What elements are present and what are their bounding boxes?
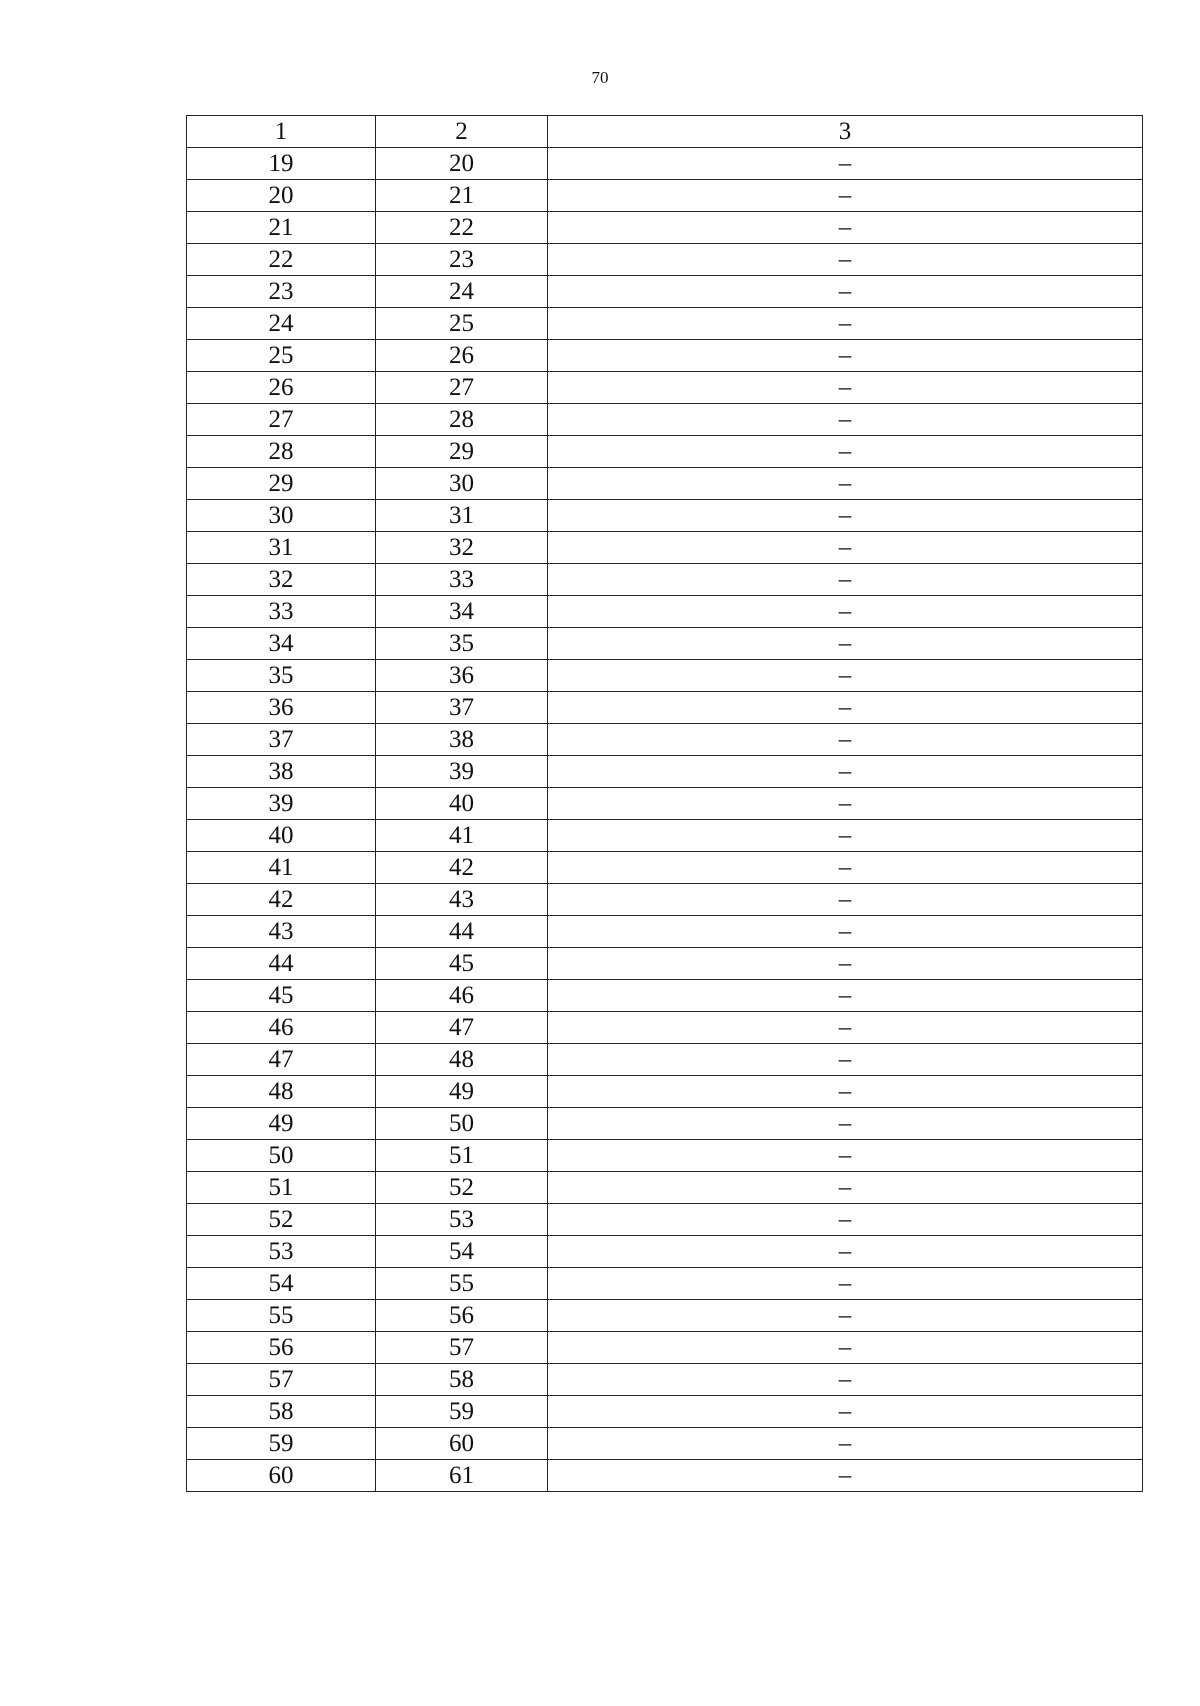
table-cell-col-1: 26 — [187, 372, 376, 404]
table-cell-col-1: 54 — [187, 1268, 376, 1300]
table-row — [187, 1140, 1143, 1172]
table-row — [187, 884, 1143, 916]
table-cell-col-1: 53 — [187, 1236, 376, 1268]
table-cell-col-3: – — [548, 1300, 1143, 1332]
table-row — [187, 628, 1143, 660]
table-cell-col-2: 54 — [376, 1236, 548, 1268]
table-cell-col-3: – — [548, 1396, 1143, 1428]
data-table — [186, 115, 1143, 1492]
table-row — [187, 1268, 1143, 1300]
table-cell-col-2: 34 — [376, 596, 548, 628]
table-cell-col-1: 47 — [187, 1044, 376, 1076]
table-row — [187, 660, 1143, 692]
table-cell-col-2: 57 — [376, 1332, 548, 1364]
table-row — [187, 1012, 1143, 1044]
table-cell-col-3: – — [548, 532, 1143, 564]
table-cell-col-1: 52 — [187, 1204, 376, 1236]
table-cell-col-2: 20 — [376, 148, 548, 180]
table-cell-col-2: 22 — [376, 212, 548, 244]
table-cell-col-2: 42 — [376, 852, 548, 884]
table-cell-col-2: 25 — [376, 308, 548, 340]
table-cell-col-1: 49 — [187, 1108, 376, 1140]
table-cell-col-1: 41 — [187, 852, 376, 884]
table-row — [187, 180, 1143, 212]
table-cell-col-1: 44 — [187, 948, 376, 980]
column-header-3: 3 — [548, 116, 1143, 148]
table-cell-col-3: – — [548, 372, 1143, 404]
table-cell-col-3: – — [548, 1428, 1143, 1460]
table-cell-col-1: 39 — [187, 788, 376, 820]
table-cell-col-2: 44 — [376, 916, 548, 948]
table-cell-col-3: – — [548, 884, 1143, 916]
table-cell-col-3: – — [548, 1108, 1143, 1140]
table-cell-col-3: – — [548, 820, 1143, 852]
table-cell-col-1: 29 — [187, 468, 376, 500]
table-cell-col-1: 42 — [187, 884, 376, 916]
table-row — [187, 980, 1143, 1012]
table-header-row — [187, 116, 1143, 148]
table-cell-col-1: 34 — [187, 628, 376, 660]
table-cell-col-1: 21 — [187, 212, 376, 244]
table-row — [187, 948, 1143, 980]
table-cell-col-3: – — [548, 852, 1143, 884]
table-cell-col-2: 36 — [376, 660, 548, 692]
table-cell-col-3: – — [548, 1460, 1143, 1492]
table-cell-col-3: – — [548, 404, 1143, 436]
table-cell-col-2: 39 — [376, 756, 548, 788]
table-cell-col-1: 51 — [187, 1172, 376, 1204]
table-cell-col-2: 37 — [376, 692, 548, 724]
table-cell-col-1: 35 — [187, 660, 376, 692]
table-cell-col-2: 23 — [376, 244, 548, 276]
table-cell-col-1: 31 — [187, 532, 376, 564]
table-cell-col-2: 21 — [376, 180, 548, 212]
table-cell-col-3: – — [548, 980, 1143, 1012]
table-row — [187, 372, 1143, 404]
table-cell-col-3: – — [548, 1012, 1143, 1044]
table-row — [187, 1396, 1143, 1428]
table-cell-col-3: – — [548, 1076, 1143, 1108]
table-row — [187, 1204, 1143, 1236]
data-table-container — [186, 115, 1142, 1492]
table-cell-col-2: 52 — [376, 1172, 548, 1204]
table-row — [187, 1108, 1143, 1140]
table-row — [187, 404, 1143, 436]
table-cell-col-2: 49 — [376, 1076, 548, 1108]
table-cell-col-3: – — [548, 1044, 1143, 1076]
table-cell-col-3: – — [548, 308, 1143, 340]
table-row — [187, 724, 1143, 756]
table-cell-col-1: 24 — [187, 308, 376, 340]
table-cell-col-3: – — [548, 1172, 1143, 1204]
table-cell-col-1: 48 — [187, 1076, 376, 1108]
table-row — [187, 1332, 1143, 1364]
table-row — [187, 244, 1143, 276]
table-cell-col-2: 43 — [376, 884, 548, 916]
table-cell-col-2: 60 — [376, 1428, 548, 1460]
table-cell-col-1: 40 — [187, 820, 376, 852]
table-row — [187, 276, 1143, 308]
table-cell-col-1: 25 — [187, 340, 376, 372]
table-cell-col-1: 20 — [187, 180, 376, 212]
table-cell-col-1: 23 — [187, 276, 376, 308]
table-cell-col-2: 33 — [376, 564, 548, 596]
table-cell-col-1: 19 — [187, 148, 376, 180]
table-cell-col-2: 31 — [376, 500, 548, 532]
table-cell-col-2: 38 — [376, 724, 548, 756]
table-cell-col-1: 50 — [187, 1140, 376, 1172]
table-body — [187, 148, 1143, 1492]
table-row — [187, 852, 1143, 884]
column-header-2: 2 — [376, 116, 548, 148]
table-row — [187, 916, 1143, 948]
table-cell-col-1: 27 — [187, 404, 376, 436]
table-cell-col-2: 53 — [376, 1204, 548, 1236]
table-cell-col-2: 51 — [376, 1140, 548, 1172]
table-cell-col-1: 28 — [187, 436, 376, 468]
table-cell-col-2: 50 — [376, 1108, 548, 1140]
table-row — [187, 756, 1143, 788]
table-row — [187, 148, 1143, 180]
page-number: 70 — [591, 68, 609, 87]
table-cell-col-1: 57 — [187, 1364, 376, 1396]
table-cell-col-3: – — [548, 212, 1143, 244]
column-header-1: 1 — [187, 116, 376, 148]
table-cell-col-3: – — [548, 692, 1143, 724]
table-cell-col-3: – — [548, 1204, 1143, 1236]
table-row — [187, 1364, 1143, 1396]
table-cell-col-3: – — [548, 916, 1143, 948]
table-cell-col-1: 30 — [187, 500, 376, 532]
table-cell-col-2: 55 — [376, 1268, 548, 1300]
table-cell-col-3: – — [548, 436, 1143, 468]
table-row — [187, 596, 1143, 628]
table-cell-col-2: 41 — [376, 820, 548, 852]
table-cell-col-2: 29 — [376, 436, 548, 468]
table-cell-col-1: 32 — [187, 564, 376, 596]
table-row — [187, 820, 1143, 852]
table-row — [187, 532, 1143, 564]
table-cell-col-3: – — [548, 1140, 1143, 1172]
table-cell-col-1: 43 — [187, 916, 376, 948]
table-cell-col-2: 47 — [376, 1012, 548, 1044]
table-cell-col-2: 24 — [376, 276, 548, 308]
table-cell-col-1: 33 — [187, 596, 376, 628]
table-cell-col-1: 37 — [187, 724, 376, 756]
table-row — [187, 1460, 1143, 1492]
table-cell-col-1: 45 — [187, 980, 376, 1012]
table-row — [187, 340, 1143, 372]
table-cell-col-3: – — [548, 500, 1143, 532]
table-cell-col-1: 22 — [187, 244, 376, 276]
table-cell-col-3: – — [548, 1236, 1143, 1268]
table-cell-col-3: – — [548, 596, 1143, 628]
table-row — [187, 1428, 1143, 1460]
table-cell-col-3: – — [548, 660, 1143, 692]
table-header — [187, 116, 1143, 148]
table-row — [187, 308, 1143, 340]
table-cell-col-3: – — [548, 340, 1143, 372]
table-cell-col-2: 46 — [376, 980, 548, 1012]
table-cell-col-3: – — [548, 1332, 1143, 1364]
table-row — [187, 1236, 1143, 1268]
table-row — [187, 564, 1143, 596]
table-row — [187, 212, 1143, 244]
table-cell-col-2: 40 — [376, 788, 548, 820]
table-cell-col-1: 36 — [187, 692, 376, 724]
table-row — [187, 1300, 1143, 1332]
table-cell-col-3: – — [548, 628, 1143, 660]
table-cell-col-1: 59 — [187, 1428, 376, 1460]
table-cell-col-3: – — [548, 180, 1143, 212]
table-cell-col-3: – — [548, 148, 1143, 180]
table-cell-col-3: – — [548, 276, 1143, 308]
table-cell-col-1: 55 — [187, 1300, 376, 1332]
table-row — [187, 436, 1143, 468]
table-cell-col-2: 28 — [376, 404, 548, 436]
table-cell-col-2: 26 — [376, 340, 548, 372]
table-cell-col-3: – — [548, 1364, 1143, 1396]
table-cell-col-2: 45 — [376, 948, 548, 980]
table-cell-col-1: 46 — [187, 1012, 376, 1044]
table-cell-col-2: 30 — [376, 468, 548, 500]
table-cell-col-1: 60 — [187, 1460, 376, 1492]
table-cell-col-1: 58 — [187, 1396, 376, 1428]
table-cell-col-2: 27 — [376, 372, 548, 404]
table-row — [187, 468, 1143, 500]
table-row — [187, 1076, 1143, 1108]
table-cell-col-1: 56 — [187, 1332, 376, 1364]
table-row — [187, 1172, 1143, 1204]
table-row — [187, 1044, 1143, 1076]
table-cell-col-2: 61 — [376, 1460, 548, 1492]
table-cell-col-3: – — [548, 788, 1143, 820]
table-row — [187, 500, 1143, 532]
table-cell-col-1: 38 — [187, 756, 376, 788]
table-cell-col-3: – — [548, 948, 1143, 980]
table-cell-col-2: 32 — [376, 532, 548, 564]
table-cell-col-3: – — [548, 1268, 1143, 1300]
table-cell-col-2: 48 — [376, 1044, 548, 1076]
table-cell-col-2: 56 — [376, 1300, 548, 1332]
table-cell-col-2: 59 — [376, 1396, 548, 1428]
table-cell-col-3: – — [548, 468, 1143, 500]
table-cell-col-3: – — [548, 756, 1143, 788]
table-row — [187, 692, 1143, 724]
table-cell-col-2: 35 — [376, 628, 548, 660]
table-cell-col-2: 58 — [376, 1364, 548, 1396]
table-row — [187, 788, 1143, 820]
table-cell-col-3: – — [548, 244, 1143, 276]
table-cell-col-3: – — [548, 724, 1143, 756]
table-cell-col-3: – — [548, 564, 1143, 596]
